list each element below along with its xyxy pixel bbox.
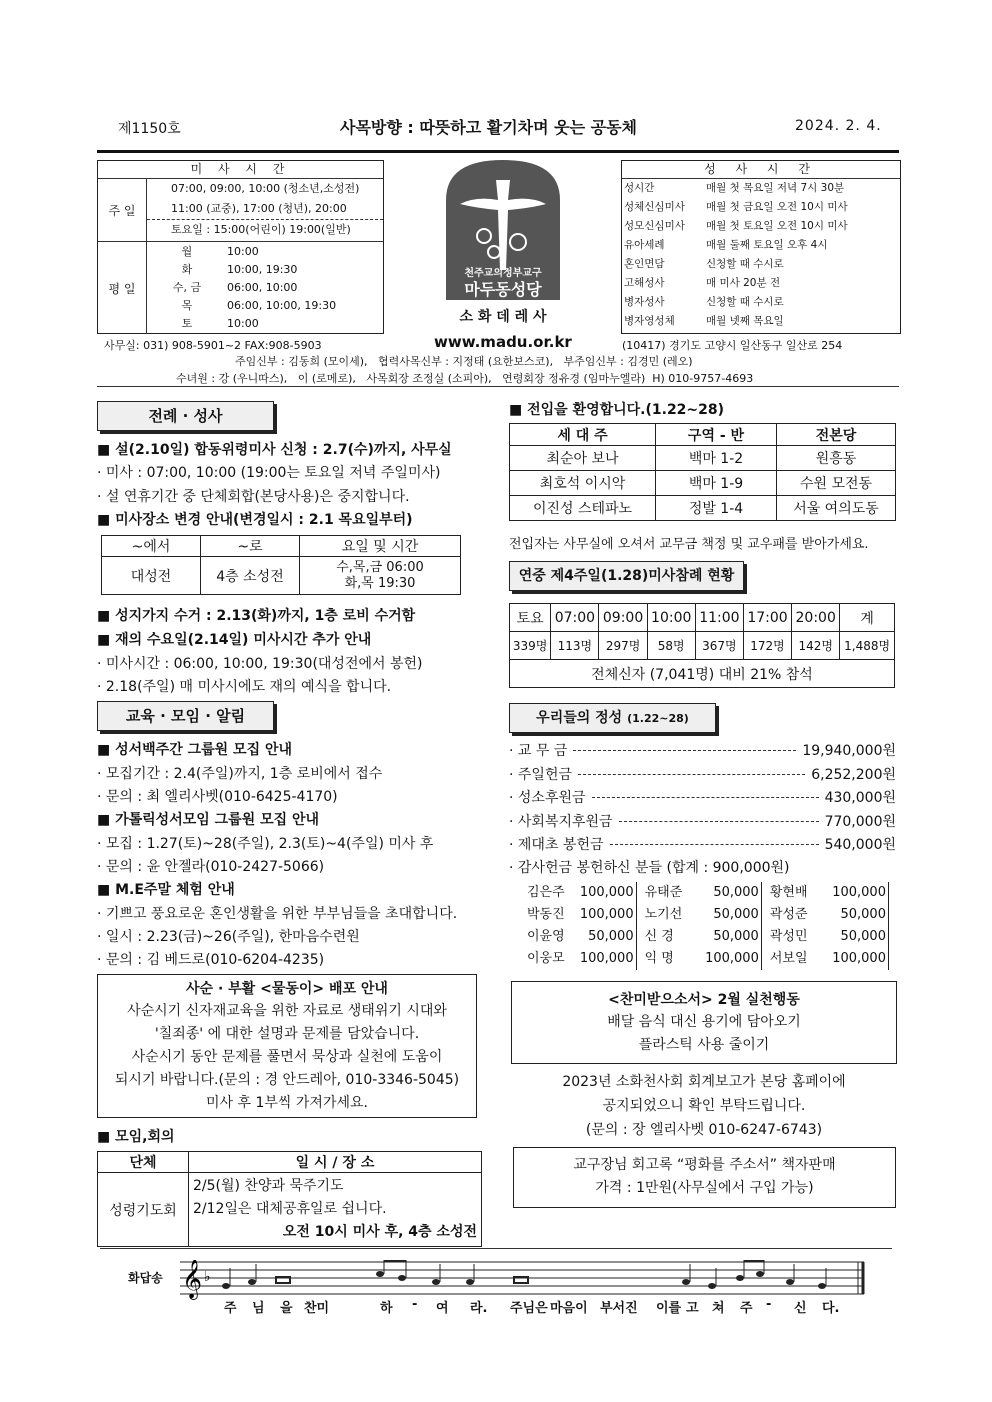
lyric-syllable: 주 xyxy=(740,1301,753,1316)
meeting-line: 오전 10시 미사 후, 4층 소성전 xyxy=(282,1224,477,1240)
attendance-title: 연중 제4주일(1.28)미사참례 현황 xyxy=(509,561,744,591)
diocese-name: 천주교의정부교구 xyxy=(464,268,542,279)
table-cell: 최호석 이시악 xyxy=(510,471,656,496)
mulddongi-line: 되시기 바랍니다.(문의 : 경 안드레아, 010-3346-5045) xyxy=(114,1072,460,1088)
sacrament-time: 매 미사 20분 전 xyxy=(706,277,781,289)
attendance-header: 09:00 xyxy=(599,604,647,632)
education-line: · 문의 : 윤 안젤라(010-2427-5066) xyxy=(97,859,325,875)
offering-name: · 교 무 금 xyxy=(509,743,568,759)
offering-leader xyxy=(573,749,796,751)
parish-address: (10417) 경기도 고양시 일산동구 일산로 254 xyxy=(622,339,843,352)
liturgy-line: · 미사시간 : 06:00, 10:00, 19:30(대성전에서 봉헌) xyxy=(97,656,423,672)
issue-number: 제1150호 xyxy=(118,121,181,137)
attendance-value: 297명 xyxy=(599,632,647,660)
attendance-header: 20:00 xyxy=(792,604,840,632)
table-header: ~에서 xyxy=(102,536,201,557)
education-line: · 모집 : 1.27(토)~28(주일), 2.3(토)~4(주일) 미사 후 xyxy=(97,836,434,852)
liturgy-heading-4: ■ 재의 수요일(2.14일) 미사시간 추가 안내 xyxy=(97,632,372,648)
liturgy-line: · 2.18(주일) 매 미사시에도 재의 예식을 합니다. xyxy=(97,679,392,695)
table-header: 전본당 xyxy=(777,424,896,446)
offering-period: (1.22~28) xyxy=(627,712,689,725)
offering-amount: 430,000원 xyxy=(824,790,896,806)
report-line: 공지되었으니 확인 부탁드립니다. xyxy=(602,1098,806,1114)
donor-amount: 50,000 xyxy=(575,926,637,948)
donor-amount: 100,000 xyxy=(575,904,637,926)
sacrament-schedule xyxy=(621,160,901,334)
weekday-time: 10:00 xyxy=(227,245,259,258)
offering-name: · 주일헌금 xyxy=(509,766,572,783)
offering-item xyxy=(509,739,896,761)
attendance-value: 142명 xyxy=(792,632,840,660)
mulddongi-notice xyxy=(97,974,477,1118)
liturgy-line: · 미사 : 07:00, 10:00 (19:00는 토요일 저녁 주일미사) xyxy=(97,465,441,481)
meetings-table xyxy=(97,1151,482,1247)
donor-name: 황현배 xyxy=(769,885,808,900)
sacrament-time: 매월 첫 금요일 오전 10시 미사 xyxy=(706,201,848,213)
offering-title-text: 우리들의 정성 xyxy=(536,710,623,726)
attendance-value: 113명 xyxy=(551,632,599,660)
education-heading-3: ■ M.E주말 체험 안내 xyxy=(97,882,235,898)
offering-item xyxy=(509,833,896,855)
sacrament-time: 매월 첫 목요일 저녁 7시 30분 xyxy=(706,182,845,194)
donor-amount: 100,000 xyxy=(829,948,889,970)
lyric-syllable: 님 xyxy=(252,1301,265,1316)
report-line: (문의 : 장 엘리사벳 010-6247-6743) xyxy=(585,1122,823,1138)
lyric-syllable: 을 xyxy=(280,1301,293,1316)
lyric-syllable: 신 xyxy=(794,1301,807,1316)
table-cell: 정발 1-4 xyxy=(656,496,777,521)
attendance-table xyxy=(509,603,895,688)
offering-item xyxy=(509,763,896,785)
book-sale-box xyxy=(513,1147,896,1208)
attendance-header: 계 xyxy=(840,604,895,632)
laudato-line: 배달 음식 대신 용기에 담아오기 xyxy=(607,1014,801,1030)
welcome-note: 전입자는 사무실에 오셔서 교무금 책정 및 교우패를 받아가세요. xyxy=(509,537,869,552)
offering-name: · 성소후원금 xyxy=(509,790,586,806)
education-heading-2: ■ 가톨릭성서모임 그룹원 모집 안내 xyxy=(97,812,320,828)
sacrament-row xyxy=(622,179,900,198)
weekday-day: 목 xyxy=(181,299,193,312)
council-info: 수녀원 : 강 (우니따스), 이 (로메로), 사목회장 조정실 (소피아), 연령회장 정유경 (임마누엘라) H) 010-9757-4693 xyxy=(176,372,754,385)
sacrament-time: 매월 둘째 토요일 오후 4시 xyxy=(706,239,828,251)
lyric-syllable: 주님은 xyxy=(510,1301,548,1316)
welcome-table xyxy=(509,423,896,521)
sunday-row-1: 07:00, 09:00, 10:00 (청소년,소성전) xyxy=(171,182,360,195)
donor-amount: 100,000 xyxy=(829,882,889,904)
lyric-syllable: 고 xyxy=(686,1301,699,1316)
education-section-title: 교육 · 모임 · 알림 xyxy=(97,701,274,731)
sacrament-row xyxy=(622,274,900,293)
liturgy-line: · 설 연휴기간 중 단체회합(본당사용)은 중지합니다. xyxy=(97,489,410,505)
table-cell: 백마 1-2 xyxy=(656,446,777,471)
offering-leader xyxy=(619,820,819,822)
book-line: 가격 : 1만원(사무실에서 구입 가능) xyxy=(595,1180,814,1196)
music-staff-icon xyxy=(180,1260,866,1300)
lyric-syllable: 라. xyxy=(470,1301,488,1316)
lyric-syllable: 부서진 xyxy=(600,1301,638,1316)
mass-schedule xyxy=(97,160,384,334)
sacrament-row xyxy=(622,236,900,255)
thanks-heading: · 감사헌금 봉헌하신 분들 (합계 : 900,000원) xyxy=(509,860,790,876)
svg-text:♭: ♭ xyxy=(204,1269,211,1285)
table-cell: 화,목 19:30 xyxy=(344,575,416,591)
education-heading-1: ■ 성서백주간 그룹원 모집 안내 xyxy=(97,742,293,758)
lyric-syllable: 여 xyxy=(436,1301,449,1316)
donor-name: 이윤영 xyxy=(527,929,565,944)
donor-amount: 50,000 xyxy=(829,926,889,948)
sacrament-name: 병자성사 xyxy=(624,296,665,308)
table-cell: 4층 소성전 xyxy=(201,557,300,595)
donor-amount: 50,000 xyxy=(700,882,762,904)
report-notice xyxy=(509,1070,899,1142)
donor-amount: 100,000 xyxy=(575,882,637,904)
donor-name: 노기선 xyxy=(644,907,683,922)
mulddongi-line: 사순시기 동안 문제를 풀면서 묵상과 실천에 도움이 xyxy=(131,1049,443,1065)
donor-name: 이웅모 xyxy=(527,951,565,966)
sacrament-name: 병자영성체 xyxy=(624,315,675,327)
offering-amount: 770,000원 xyxy=(824,813,896,830)
donor-name: 김은주 xyxy=(527,885,565,900)
lyric-syllable: 하 xyxy=(380,1301,393,1316)
table-cell: 수원 모전동 xyxy=(777,471,896,496)
venue-change-table xyxy=(101,535,461,595)
sacrament-row xyxy=(622,217,900,236)
meeting-line: 2/12일은 대체공휴일로 쉽니다. xyxy=(193,1201,387,1217)
offering-name: · 사회복지후원금 xyxy=(509,813,613,830)
liturgy-heading-2: ■ 미사장소 변경 안내(변경일시 : 2.1 목요일부터) xyxy=(97,512,413,528)
attendance-value: 339명 xyxy=(510,632,551,660)
table-header: 구역 - 반 xyxy=(656,424,777,446)
offering-amount: 540,000원 xyxy=(824,837,896,853)
sacrament-schedule-title: 성 사 시 간 xyxy=(622,161,900,179)
weekday-day: 수, 금 xyxy=(172,281,202,294)
sacrament-name: 유아세례 xyxy=(624,239,665,251)
weekday-day: 월 xyxy=(181,245,193,258)
attendance-summary: 전체신자 (7,041명) 대비 21% 참석 xyxy=(510,660,895,688)
sacrament-row xyxy=(622,198,900,217)
liturgy-section-title: 전례 · 성사 xyxy=(97,401,274,431)
saturday-row: 토요일 : 15:00(어린이) 19:00(일반) xyxy=(171,223,351,236)
education-line: · 기쁘고 풍요로운 혼인생활을 위한 부부님들을 초대합니다. xyxy=(97,906,458,922)
offering-leader xyxy=(610,843,819,845)
table-cell: 원흥동 xyxy=(777,446,896,471)
mulddongi-line: 미사 후 1부씩 가져가세요. xyxy=(206,1095,368,1111)
laudato-box xyxy=(511,981,897,1064)
donor-name: 신 경 xyxy=(644,929,674,944)
weekday-day: 토 xyxy=(181,317,193,330)
offering-amount: 19,940,000원 xyxy=(802,743,896,759)
donor-name: 서보일 xyxy=(769,951,808,966)
header-rule xyxy=(97,150,899,153)
lyric-syllable: 다. xyxy=(822,1301,840,1316)
sacrament-row xyxy=(622,255,900,274)
attendance-header: 17:00 xyxy=(743,604,791,632)
book-line: 교구장님 회고록 “평화를 주소서” 책자판매 xyxy=(573,1157,836,1173)
mass-schedule-title: 미 사 시 간 xyxy=(98,161,383,179)
weekday-time: 06:00, 10:00, 19:30 xyxy=(227,299,337,312)
donor-row xyxy=(527,904,897,926)
donor-name: 곽성준 xyxy=(769,907,808,922)
offering-item xyxy=(509,786,896,808)
donor-row xyxy=(527,882,897,904)
table-header: ~로 xyxy=(201,536,300,557)
offering-name: · 제대초 봉헌금 xyxy=(509,837,604,853)
table-cell: 이진성 스테파노 xyxy=(510,496,656,521)
donor-list xyxy=(527,882,897,970)
website-url[interactable]: www.madu.or.kr xyxy=(434,333,572,351)
donor-name: 유태준 xyxy=(644,885,683,900)
weekday-time: 10:00, 19:30 xyxy=(227,263,298,276)
donor-amount: 50,000 xyxy=(700,926,762,948)
offering-leader xyxy=(578,773,805,775)
offering-title xyxy=(509,703,716,733)
contact-rule xyxy=(97,386,899,387)
offering-item xyxy=(509,810,896,832)
sacrament-row xyxy=(622,312,900,331)
sacrament-time: 매월 넷째 목요일 xyxy=(706,315,784,327)
lyric-syllable: 주 xyxy=(224,1301,237,1316)
lyric-syllable: 마음이 xyxy=(550,1301,588,1316)
weekday-time: 06:00, 10:00 xyxy=(227,281,298,294)
clergy-info: 주임신부 : 김동희 (모이세), 협력사목신부 : 지정태 (요한보스코), 부주임신부 : 김경민 (레오) xyxy=(235,355,693,368)
sacrament-row xyxy=(622,293,900,312)
offering-amount: 6,252,200원 xyxy=(811,766,896,783)
liturgy-heading-1: ■ 설(2.10일) 합동위령미사 신청 : 2.7(수)까지, 사무실 xyxy=(97,442,452,458)
meetings-title: ■ 모임,회의 xyxy=(97,1129,175,1145)
lyric-syllable: - xyxy=(412,1297,418,1312)
parish-logo xyxy=(446,160,560,300)
sacrament-time: 신청할 때 수시로 xyxy=(706,258,784,270)
attendance-value: 58명 xyxy=(647,632,695,660)
sacrament-name: 성모신심미사 xyxy=(624,220,685,232)
attendance-header: 11:00 xyxy=(695,604,743,632)
issue-date: 2024. 2. 4. xyxy=(795,118,882,134)
table-header: 요일 및 시간 xyxy=(300,536,461,557)
sunday-label: 주 일 xyxy=(98,179,147,241)
psalm-lyrics xyxy=(180,1297,866,1317)
table-cell: 수,목,금 06:00 xyxy=(336,559,424,575)
patron-name: 소 화 데 레 사 xyxy=(459,309,547,325)
donor-name: 익 명 xyxy=(644,951,674,966)
donor-amount: 50,000 xyxy=(829,904,889,926)
music-staff xyxy=(180,1260,866,1300)
svg-text:𝄞: 𝄞 xyxy=(182,1260,203,1299)
table-header: 세 대 주 xyxy=(510,424,656,446)
donor-row xyxy=(527,948,897,970)
sacrament-name: 혼인면담 xyxy=(624,258,665,270)
weekday-time: 10:00 xyxy=(227,317,259,330)
weekday-label: 평 일 xyxy=(98,242,147,334)
sacrament-time: 신청할 때 수시로 xyxy=(706,296,784,308)
sacrament-time: 매월 첫 토요일 오전 10시 미사 xyxy=(706,220,848,232)
psalm-label: 화답송 xyxy=(128,1271,163,1285)
attendance-value: 367명 xyxy=(695,632,743,660)
report-line: 2023년 소화천사회 회계보고가 본당 홈페이에 xyxy=(562,1074,846,1090)
lyric-syllable: 쳐 xyxy=(712,1301,725,1316)
table-header: 일 시 / 장 소 xyxy=(189,1152,482,1173)
attendance-value: 1,488명 xyxy=(840,632,895,660)
table-cell: 최순아 보나 xyxy=(510,446,656,471)
welcome-title: ■ 전입을 환영합니다.(1.22~28) xyxy=(509,402,725,418)
lyric-syllable: 이를 xyxy=(656,1301,682,1316)
donor-amount: 100,000 xyxy=(700,948,762,970)
laudato-line: 플라스틱 사용 줄이기 xyxy=(638,1037,770,1053)
laudato-title: <찬미받으소서> 2월 실천행동 xyxy=(608,992,800,1008)
attendance-header: 토요 xyxy=(510,604,551,632)
donor-amount: 100,000 xyxy=(575,948,637,970)
table-header: 단체 xyxy=(98,1152,189,1173)
offering-leader xyxy=(592,796,819,798)
donor-name: 곽성민 xyxy=(769,929,808,944)
sunday-row-2: 11:00 (교중), 17:00 (청년), 20:00 xyxy=(147,199,383,220)
donor-amount: 50,000 xyxy=(700,904,762,926)
liturgy-heading-3: ■ 성지가지 수거 : 2.13(화)까지, 1층 로비 수거함 xyxy=(97,608,416,624)
table-cell: 서울 여의도동 xyxy=(777,496,896,521)
donor-row xyxy=(527,926,897,948)
psalm-rule xyxy=(100,1248,892,1249)
lyric-syllable: - xyxy=(766,1297,772,1312)
pastoral-motto: 사목방향 : 따뜻하고 활기차며 웃는 공동체 xyxy=(340,118,638,137)
attendance-header: 07:00 xyxy=(551,604,599,632)
mulddongi-title: 사순 · 부활 <물동이> 배포 안내 xyxy=(186,981,388,997)
table-cell: 백마 1-9 xyxy=(656,471,777,496)
weekday-day: 화 xyxy=(181,263,193,276)
lyric-syllable: 찬미 xyxy=(304,1301,330,1316)
attendance-header: 10:00 xyxy=(647,604,695,632)
attendance-value: 172명 xyxy=(743,632,791,660)
mulddongi-line: 사순시기 신자재교육을 위한 자료로 생태위기 시대와 xyxy=(127,1003,447,1019)
office-contact: 사무실: 031) 908-5901~2 FAX:908-5903 xyxy=(104,339,322,352)
education-line: · 문의 : 최 엘리사벳(010-6425-4170) xyxy=(97,789,338,805)
meeting-line: 2/5(월) 찬양과 묵주기도 xyxy=(193,1178,344,1194)
sacrament-name: 고해성사 xyxy=(624,277,665,289)
parish-name: 마두동성당 xyxy=(464,280,542,299)
meeting-group: 성령기도회 xyxy=(98,1173,189,1247)
education-line: · 일시 : 2.23(금)~26(주일), 한마음수련원 xyxy=(97,929,360,945)
sacrament-name: 성체신심미사 xyxy=(624,201,685,213)
donor-name: 박동진 xyxy=(527,907,565,922)
education-line: · 문의 : 김 베드로(010-6204-4235) xyxy=(97,952,325,968)
table-cell: 대성전 xyxy=(102,557,201,595)
mulddongi-line: '칠죄종' 에 대한 설명과 문제를 담았습니다. xyxy=(154,1026,420,1042)
sacrament-name: 성시간 xyxy=(624,182,655,194)
education-line: · 모집기간 : 2.4(주일)까지, 1층 로비에서 접수 xyxy=(97,766,383,782)
